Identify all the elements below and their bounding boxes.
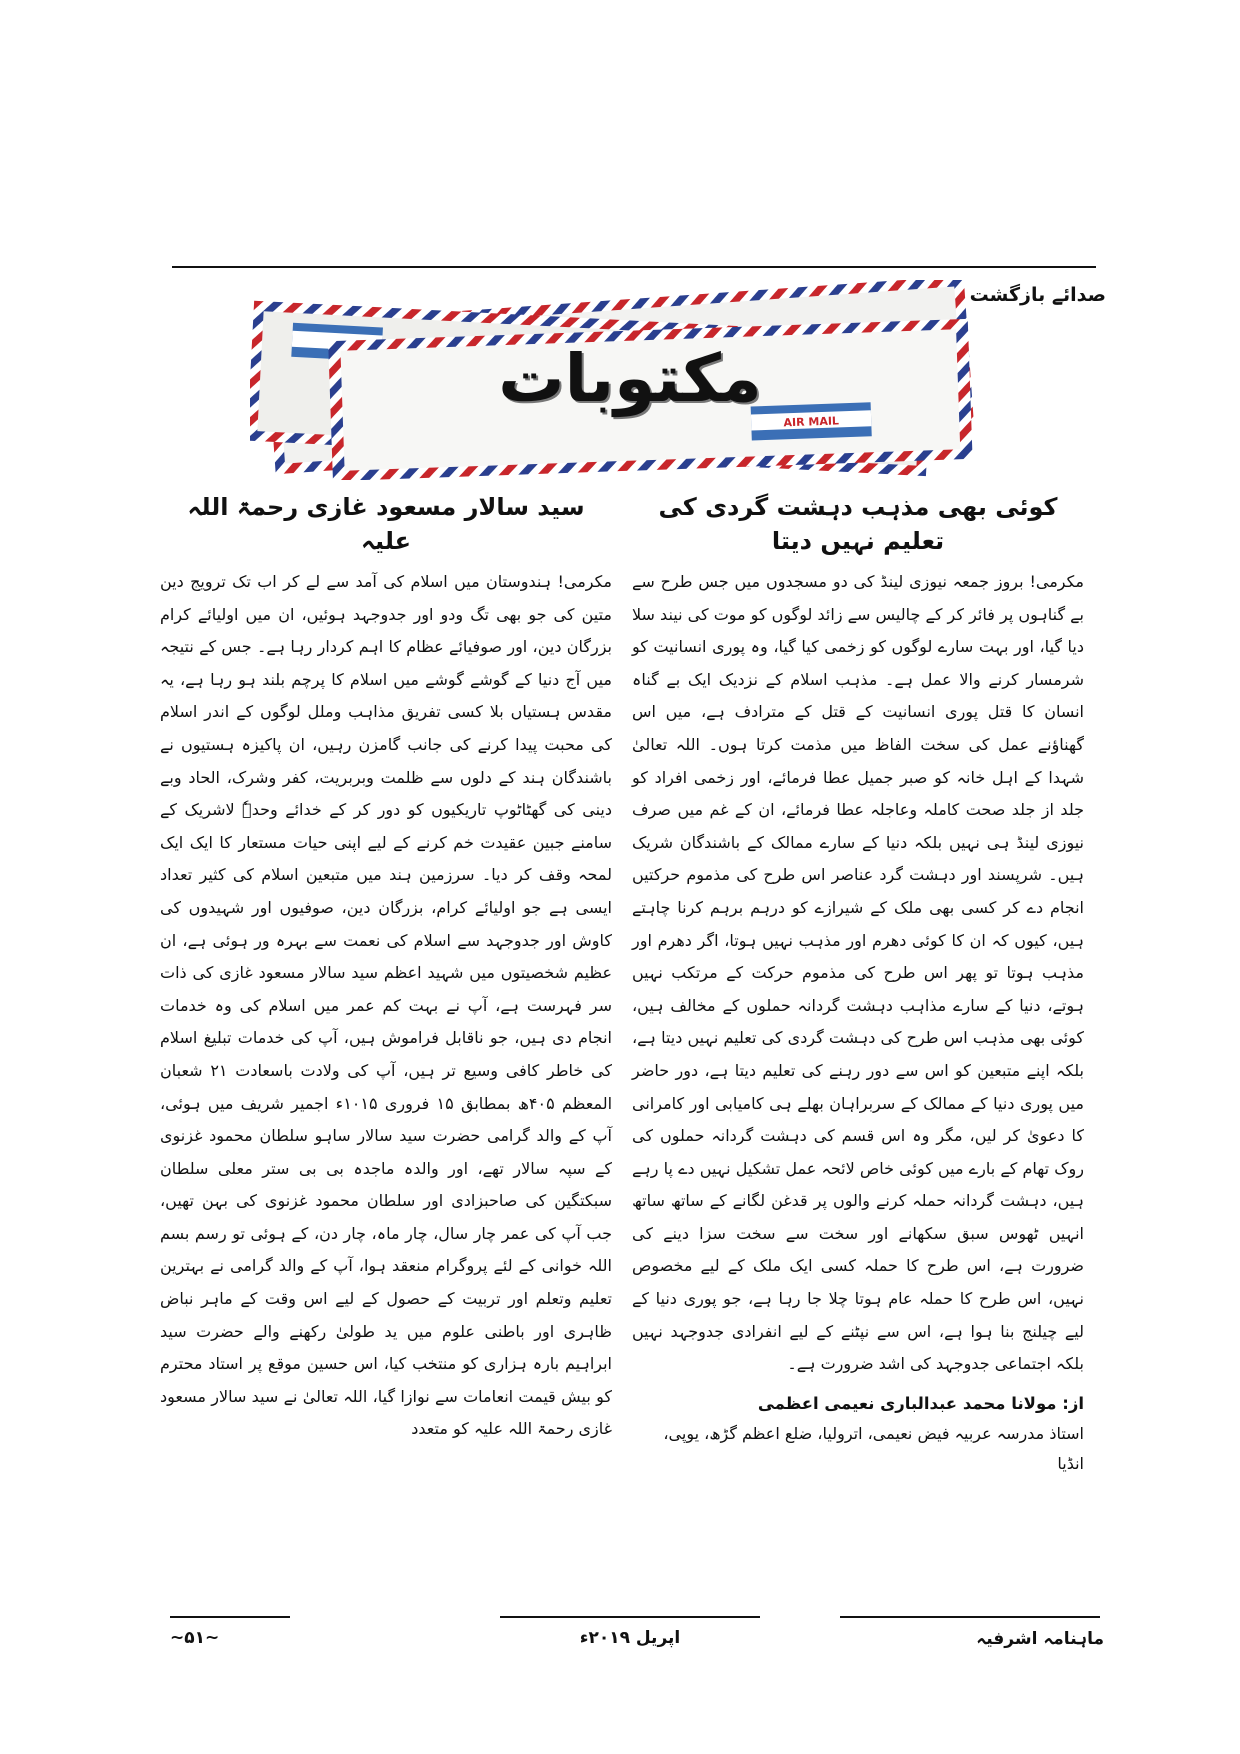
section-label: صدائے بازگشت xyxy=(969,284,1106,306)
article-right-author: از: مولانا محمد عبدالباری نعیمی اعظمی xyxy=(757,1393,1084,1413)
air-mail-stamp-text: AIR MAIL xyxy=(783,414,840,430)
header-rule xyxy=(172,266,1096,268)
article-right-title: کوئی بھی مذہب دہشت گردی کی تعلیم نہیں دیتا xyxy=(658,493,1058,555)
footer-page-number: ~۵۱~ xyxy=(170,1628,220,1648)
article-left-body: مکرمی! ہندوستان میں اسلام کی آمد سے لے کر اب تک ترویج دین متین کی جو بھی تگ ودو اور جدوجہد ہوئیں، ان میں اولیائے کرام بزرگان دین، اور صوفیائے عظام کا اہم کردار رہا ہے۔ جس کے نتیجہ میں آج دنیا کے گوشے گوشے میں اسلام کا پرچم بلند ہو رہا ہے، یہ مقدس ہستیاں بلا کسی تفریق مذاہب وملل لوگوں کے اندر اسلام کی محبت پیدا کرنے کی جانب گامزن رہیں، ان پاکیزہ ہستیوں نے باشندگان ہند کے دلوں سے ظلمت وبربریت، کفر وشرک، الحاد وبے دینی کی گھٹاٹوپ تاریکیوں کو دور کر کے خدائے وحدہٗ لاشریک کے سامنے جبین عقیدت خم کرنے کے لیے اپنی حیات مستعار کا ایک ایک لمحہ وقف کر دیا۔ سرزمین ہند میں متبعین اسلام کی کثیر تعداد ایسی ہے جو اولیائے کرام، بزرگان دین، صوفیوں اور شہیدوں کی کاوش اور جدوجہد سے اسلام کی نعمت سے بہرہ ور ہوئی ہے، ان عظیم شخصیتوں میں شہید اعظم سید سالار مسعود غازی کی ذات سر فہرست ہے، آپ نے بہت کم عمر میں اسلام کی وہ خدمات انجام دی ہیں، جو ناقابل فراموش ہیں، آپ کی خدمات تبلیغ اسلام کی خاطر کافی وسیع تر ہیں، آپ کی ولادت باسعادت ۲۱ شعبان المعظم ۴۰۵ھ بمطابق ۱۵ فروری ۱۰۱۵ء اجمیر شریف میں ہوئی، آپ کے والد گرامی حضرت سید سالار ساہو سلطان محمود غزنوی کے سپہ سالار تھے، اور والدہ ماجدہ بی بی ستر معلی سلطان سبکتگین کی صاحبزادی اور سلطان محمود غزنوی کی بہن تھیں، جب آپ کی عمر چار سال، چار ماہ، چار دن، کے ہوئی تو رسم بسم اللہ خوانی کے لئے پروگرام منعقد ہوا، آپ کے والد گرامی نے بہترین تعلیم وتعلم اور تربیت کے حصول کے لیے اس وقت کے ماہر نباض ظاہری اور باطنی علوم میں ید طولیٰ رکھنے والے حضرت سید ابراہیم بارہ ہزاری کو منتخب کیا، اس حسین موقع پر استاد محترم کو بیش قیمت انعامات سے نوازا گیا، اللہ تعالیٰ نے سید سالار مسعود غازی رحمۃ اللہ علیہ کو متعدد xyxy=(160,572,613,1439)
footer-rule-left xyxy=(170,1616,290,1618)
article-left xyxy=(160,490,612,1446)
article-right-body: مکرمی! بروز جمعہ نیوزی لینڈ کی دو مسجدوں میں جس طرح سے بے گناہوں پر فائر کر کے چالیس سے زائد لوگوں کو موت کی نیند سلا دیا گیا، اور بہت سارے لوگوں کو زخمی کیا گیا، وہ پوری انسانیت کو شرمسار کرنے والا عمل ہے۔ مذہب اسلام کے نزدیک ایک بے گناہ انسان کا قتل پوری انسانیت کے قتل کے مترادف ہے، میں اس گھناؤنے عمل کی سخت الفاظ میں مذمت کرتا ہوں۔ اللہ تعالیٰ شہدا کے اہل خانہ کو صبر جمیل عطا فرمائے، اور زخمی افراد کو جلد از جلد صحت کاملہ وعاجلہ عطا فرمائے، ان کے غم میں صرف نیوزی لینڈ ہی نہیں بلکہ دنیا کے سارے ممالک کے باشندگان شریک ہیں۔ شرپسند اور دہشت گرد عناصر اس طرح کی مذموم حرکتیں انجام دے کر کسی بھی ملک کے شیرازے کو درہم برہم کرنا چاہتے ہیں، کیوں کہ ان کا کوئی دھرم اور مذہب نہیں ہوتا، اگر دھرم اور مذہب ہوتا تو پھر اس طرح کی مذموم حرکت کے مرتکب نہیں ہوتے، دنیا کے سارے مذاہب دہشت گردانہ حملوں کے مخالف ہیں، کوئی بھی مذہب اس طرح کی دہشت گردی کی تعلیم نہیں دیتا ہے، بلکہ اپنے متبعین کو اس سے دور رہنے کی تعلیم دیتا ہے، دور حاضر میں پوری دنیا کے ممالک کے سربراہان بھلے ہی کامیابی اور کامرانی کا دعویٰ کر لیں، مگر وہ اس قسم کی دہشت گردانہ حملوں کی روک تھام کے بارے میں کوئی خاص لائحہ عمل تشکیل نہیں دے پا رہے ہیں، دہشت گردانہ حملہ کرنے والوں پر قدغن لگانے کے ساتھ ساتھ انہیں ٹھوس سبق سکھانے اور سخت سے سخت سزا دینے کی ضرورت ہے، اس طرح کا حملہ کسی ایک ملک کے لیے مخصوص نہیں، اس طرح کا حملہ عام ہوتا چلا جا رہا ہے، جو پوری دنیا کے لیے چیلنج بنا ہوا ہے، اس سے نپٹنے کے لیے انفرادی جدوجہد نہیں بلکہ اجتماعی جدوجہد کی اشد ضرورت ہے۔ xyxy=(632,572,1084,1374)
footer-rule-center xyxy=(500,1616,760,1618)
banner-title: مکتوبات xyxy=(498,340,762,417)
footer-issue-date: اپریل ۲۰۱۹ء xyxy=(579,1628,681,1648)
article-left-title: سید سالار مسعود غازی رحمۃ اللہ علیہ xyxy=(187,493,585,555)
article-right-author-detail: استاذ مدرسہ عربیہ فیض نعیمی، اترولیا، ضلع اعظم گڑھ، یوپی، انڈیا xyxy=(663,1423,1084,1473)
article-right xyxy=(632,490,1084,1479)
footer-rule-right xyxy=(840,1616,1100,1618)
footer-magazine-name: ماہنامہ اشرفیہ xyxy=(976,1629,1104,1649)
